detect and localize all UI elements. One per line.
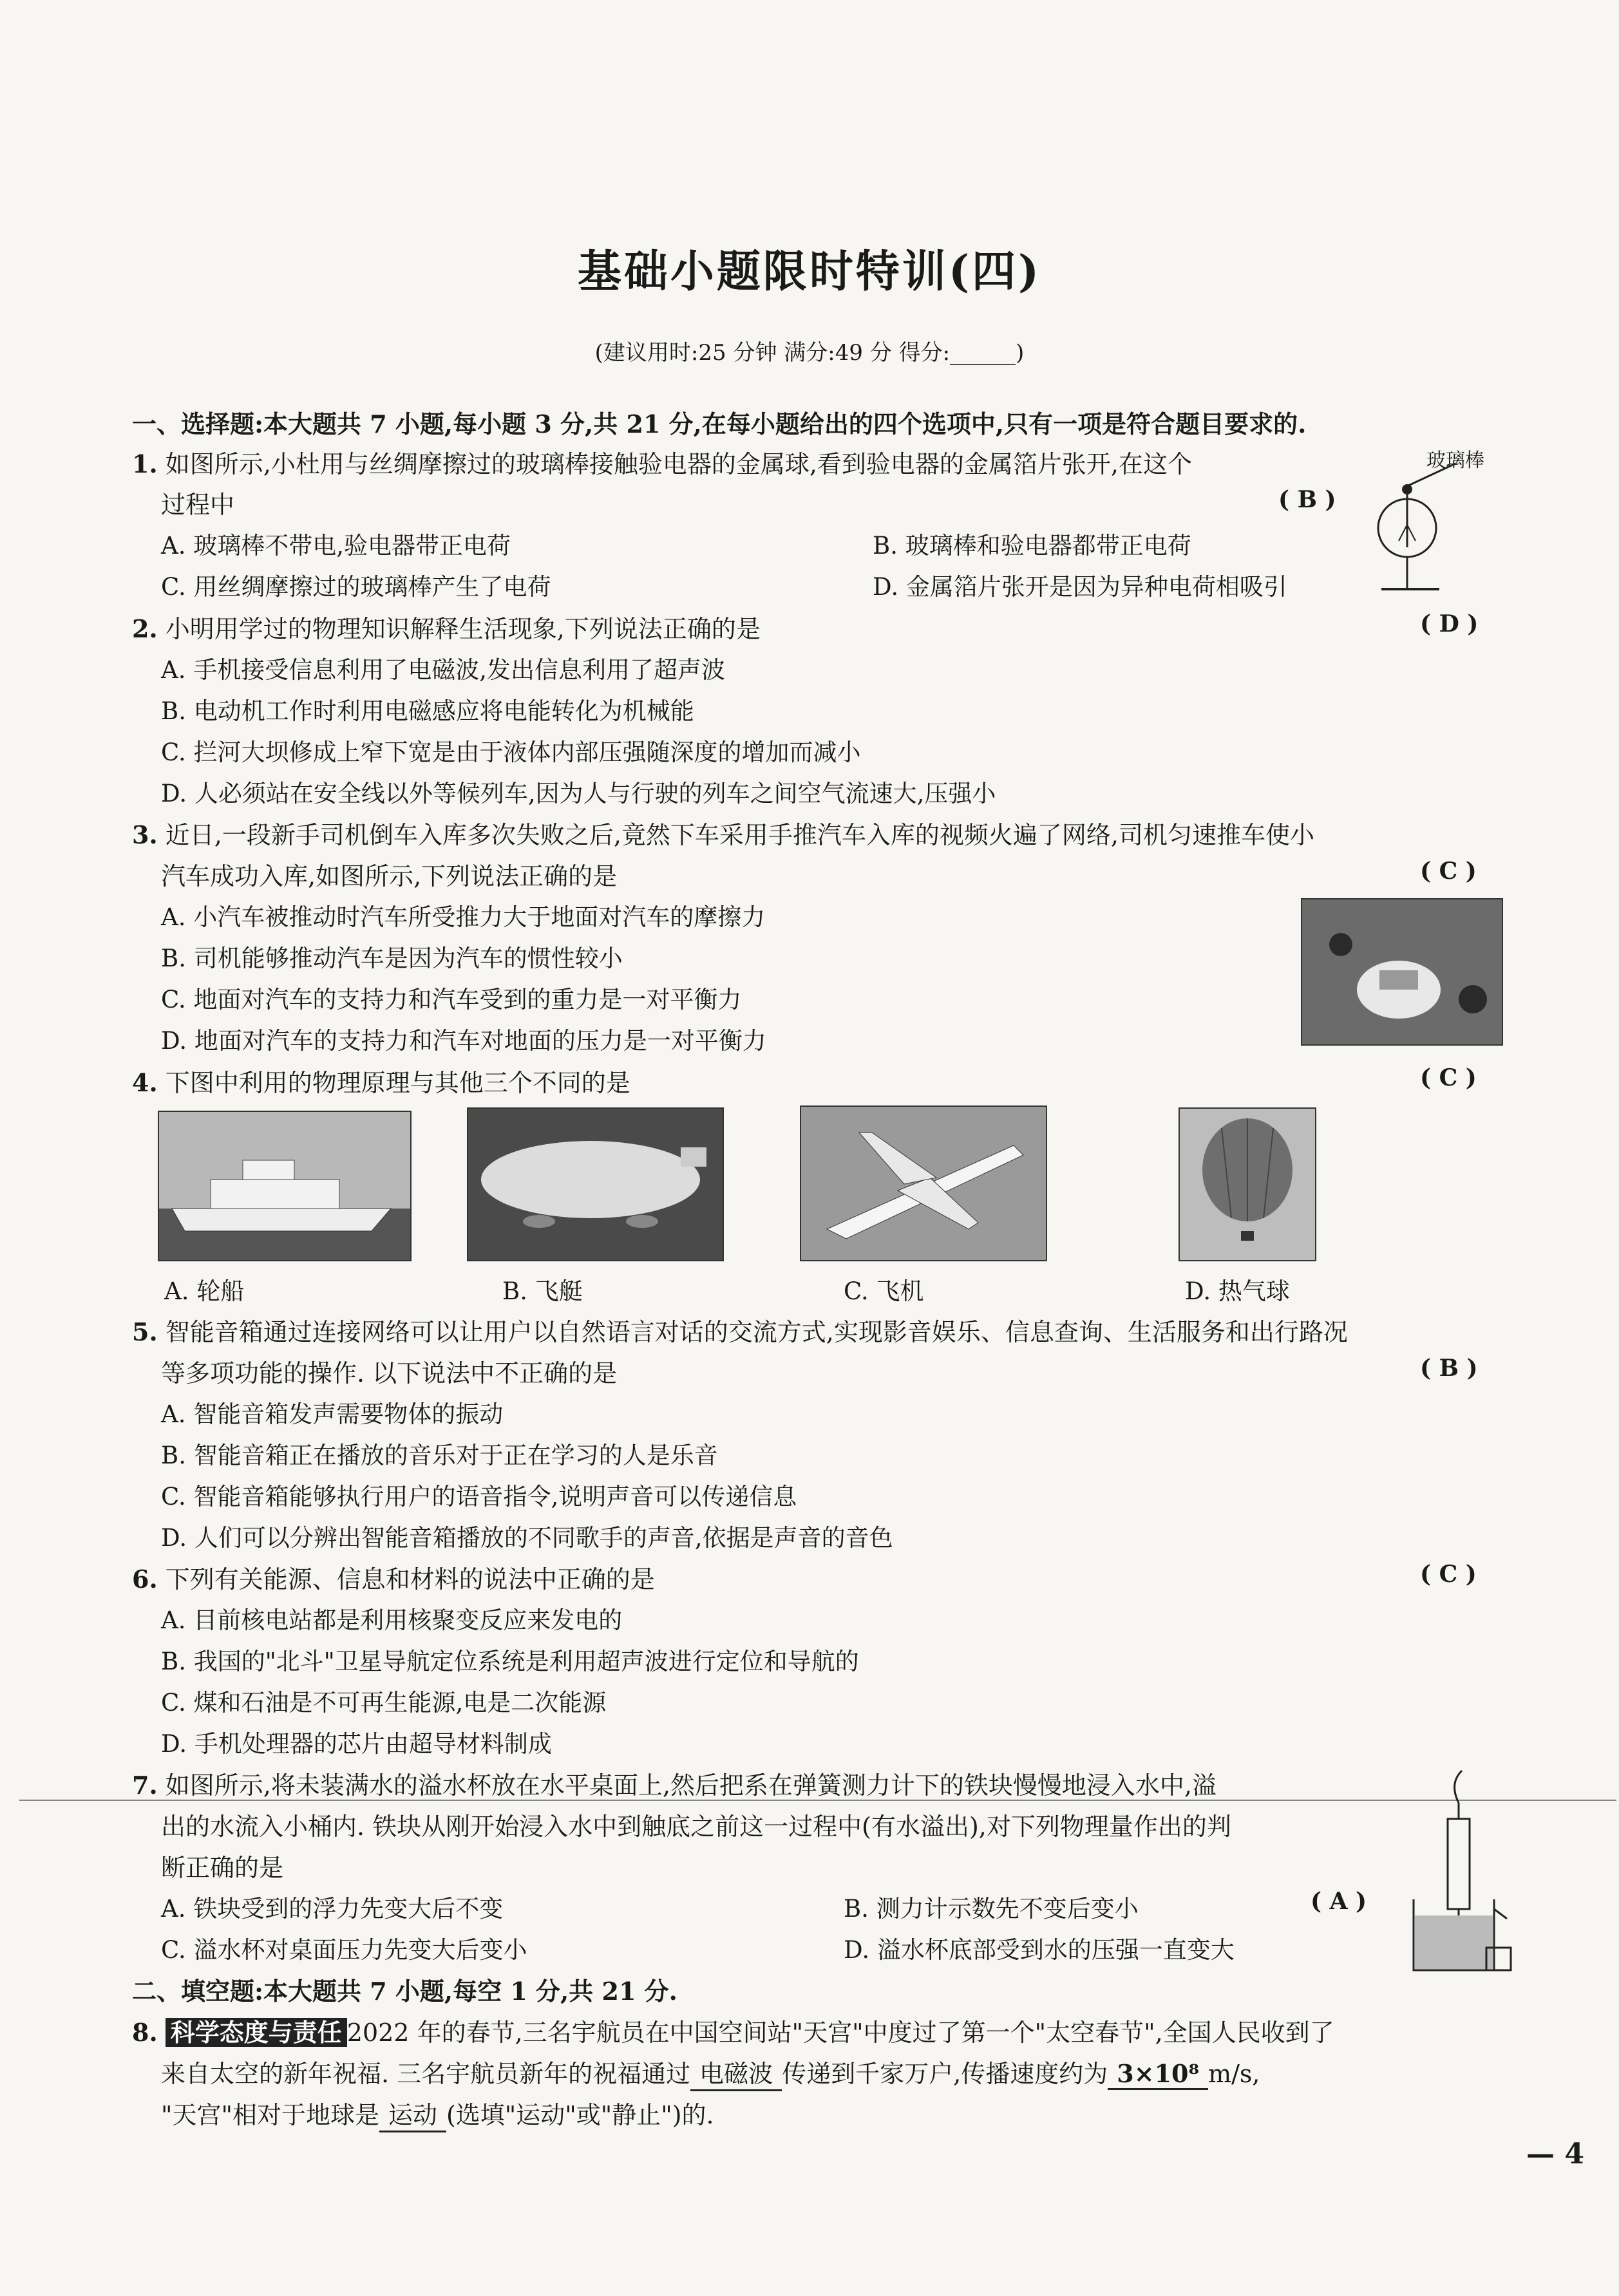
q3-answer: ( C ) <box>1420 858 1477 885</box>
q5-option-c: C. 智能音箱能够执行用户的语音指令,说明声音可以传递信息 <box>161 1483 797 1510</box>
q7-option-a: A. 铁块受到的浮力先变大后不变 <box>161 1895 504 1923</box>
overflow-cup-figure <box>1404 1764 1513 1977</box>
q3-line1 <box>132 815 1314 851</box>
airship-photo <box>467 1107 724 1261</box>
q5-text: 智能音箱通过连接网络可以让用户以自然语言对话的交流方式,实现影音娱乐、信息查询、生活服务和出行路况 <box>165 1318 1348 1346</box>
q8-blank-2: 3×10⁸ <box>1108 2059 1208 2090</box>
q8-line2 <box>161 2054 1260 2091</box>
q4-line1 <box>132 1063 630 1098</box>
hot-air-balloon-photo <box>1179 1107 1316 1261</box>
q5-option-a: A. 智能音箱发声需要物体的振动 <box>161 1400 504 1428</box>
q5-option-b: B. 智能音箱正在播放的音乐对于正在学习的人是乐音 <box>161 1442 718 1469</box>
q7-line2: 出的水流入小桶内. 铁块从刚开始浸入水中到触底之前这一过程中(有水溢出),对下列物理量作出的判 <box>161 1812 1231 1841</box>
q7-line1 <box>132 1765 1217 1801</box>
q8-line2-part1: 来自太空的新年祝福. 三名宇航员新年的祝福通过 <box>161 2060 691 2088</box>
q8-line3-part2: (选填"运动"或"静止")的. <box>446 2101 714 2129</box>
airship-illustration <box>468 1109 723 1260</box>
q8-line2-part2: 传递到千家万户,传播速度约为 <box>782 2060 1108 2088</box>
q5-line2: 等多项功能的操作. 以下说法中不正确的是 <box>161 1359 618 1388</box>
q1-option-b: B. 玻璃棒和验电器都带正电荷 <box>873 532 1191 560</box>
subtitle: (建议用时:25 分钟 满分:49 分 得分:______) <box>594 340 1025 366</box>
q6-line1 <box>132 1559 655 1595</box>
q2-number: 2. <box>132 614 158 643</box>
q3-number: 3. <box>132 820 158 849</box>
ship-photo <box>158 1111 412 1261</box>
airplane-illustration <box>801 1107 1046 1260</box>
q2-line1 <box>132 609 761 645</box>
q8-blank-3: 运动 <box>379 2095 446 2132</box>
q7-line3: 断正确的是 <box>161 1854 284 1882</box>
section-fill-heading: 二、填空题:本大题共 7 小题,每空 1 分,共 21 分. <box>132 1977 677 2006</box>
q1-line1 <box>132 444 1192 480</box>
q2-option-d: D. 人必须站在安全线以外等候列车,因为人与行驶的列车之间空气流速大,压强小 <box>161 780 996 807</box>
q3-option-c: C. 地面对汽车的支持力和汽车受到的重力是一对平衡力 <box>161 986 742 1013</box>
q4-option-a: A. 轮船 <box>164 1277 245 1305</box>
q4-answer: ( C ) <box>1420 1064 1477 1091</box>
q1-number: 1. <box>132 449 158 478</box>
page-title: 基础小题限时特训(四) <box>577 246 1042 297</box>
q1-text: 如图所示,小杜用与丝绸摩擦过的玻璃棒接触验电器的金属球,看到验电器的金属箔片张开,在这个 <box>165 450 1193 478</box>
q6-answer: ( C ) <box>1420 1561 1477 1588</box>
q3-option-a: A. 小汽车被推动时汽车所受推力大于地面对汽车的摩擦力 <box>161 903 766 931</box>
q8-number: 8. <box>132 2018 158 2047</box>
q1-option-c: C. 用丝绸摩擦过的玻璃棒产生了电荷 <box>161 573 551 601</box>
q4-option-b: B. 飞艇 <box>502 1277 583 1305</box>
airplane-photo <box>800 1106 1047 1261</box>
electroscope-label: 玻璃棒 <box>1426 449 1484 472</box>
q1-option-a: A. 玻璃棒不带电,验电器带正电荷 <box>161 532 511 560</box>
q6-number: 6. <box>132 1565 158 1594</box>
q6-text: 下列有关能源、信息和材料的说法中正确的是 <box>165 1565 655 1594</box>
q5-option-d: D. 人们可以分辨出智能音箱播放的不同歌手的声音,依据是声音的音色 <box>161 1524 893 1552</box>
q8-blank-1: 电磁波 <box>690 2054 782 2091</box>
q2-text: 小明用学过的物理知识解释生活现象,下列说法正确的是 <box>165 615 761 643</box>
q8-text: 2022 年的春节,三名宇航员在中国空间站"天宫"中度过了第一个"太空春节",全国人民收到了 <box>346 2018 1334 2047</box>
balloon-illustration <box>1180 1109 1315 1260</box>
q3-line2: 汽车成功入库,如图所示,下列说法正确的是 <box>161 862 618 890</box>
q4-option-d: D. 热气球 <box>1185 1277 1290 1305</box>
car-push-photo <box>1301 898 1503 1046</box>
ship-illustration <box>159 1112 410 1260</box>
q8-line3-part1: "天宫"相对于地球是 <box>161 2101 379 2129</box>
q2-option-c: C. 拦河大坝修成上窄下宽是由于液体内部压强随深度的增加而减小 <box>161 739 861 766</box>
q8-line1 <box>132 2013 1334 2048</box>
q6-option-a: A. 目前核电站都是利用核聚变反应来发电的 <box>161 1606 623 1634</box>
page-number: — 4 <box>1526 2138 1584 2170</box>
q6-option-c: C. 煤和石油是不可再生能源,电是二次能源 <box>161 1689 607 1717</box>
q1-line2: 过程中 <box>161 491 235 519</box>
electroscope-figure <box>1372 451 1462 599</box>
q2-answer: ( D ) <box>1420 610 1479 637</box>
q1-option-d: D. 金属箔片张开是因为异种电荷相吸引 <box>873 573 1287 601</box>
q2-option-a: A. 手机接受信息利用了电磁波,发出信息利用了超声波 <box>161 656 726 684</box>
q8-line3 <box>161 2095 714 2132</box>
q8-line2-unit: m/s, <box>1208 2060 1260 2088</box>
q2-option-b: B. 电动机工作时利用电磁感应将电能转化为机械能 <box>161 697 694 725</box>
q7-option-d: D. 溢水杯底部受到水的压强一直变大 <box>844 1936 1235 1964</box>
q4-text: 下图中利用的物理原理与其他三个不同的是 <box>165 1069 630 1097</box>
q3-option-d: D. 地面对汽车的支持力和汽车对地面的压力是一对平衡力 <box>161 1027 766 1055</box>
q7-option-b: B. 测力计示数先不变后变小 <box>844 1895 1139 1923</box>
q5-answer: ( B ) <box>1420 1355 1478 1382</box>
q1-answer: ( B ) <box>1278 486 1336 513</box>
q7-option-c: C. 溢水杯对桌面压力先变大后变小 <box>161 1936 527 1964</box>
q7-number: 7. <box>132 1771 158 1800</box>
q6-option-b: B. 我国的"北斗"卫星导航定位系统是利用超声波进行定位和导航的 <box>161 1648 859 1675</box>
q6-option-d: D. 手机处理器的芯片由超导材料制成 <box>161 1730 552 1758</box>
q7-text: 如图所示,将未装满水的溢水杯放在水平桌面上,然后把系在弹簧测力计下的铁块慢慢地浸入水中,溢 <box>165 1771 1217 1800</box>
q4-option-c: C. 飞机 <box>844 1277 924 1305</box>
q5-line1 <box>132 1312 1348 1348</box>
q8-tag: 科学态度与责任 <box>166 2018 347 2047</box>
q5-number: 5. <box>132 1317 158 1346</box>
q3-option-b: B. 司机能够推动汽车是因为汽车的惯性较小 <box>161 945 623 972</box>
q7-answer: ( A ) <box>1311 1888 1367 1915</box>
q3-text: 近日,一段新手司机倒车入库多次失败之后,竟然下车采用手推汽车入库的视频火遍了网络,司机匀速推车使小 <box>165 821 1315 849</box>
car-push-illustration <box>1302 899 1502 1044</box>
section-choice-heading: 一、选择题:本大题共 7 小题,每小题 3 分,共 21 分,在每小题给出的四个选项中,只有一项是符合题目要求的. <box>132 409 1307 438</box>
q4-number: 4. <box>132 1068 158 1097</box>
